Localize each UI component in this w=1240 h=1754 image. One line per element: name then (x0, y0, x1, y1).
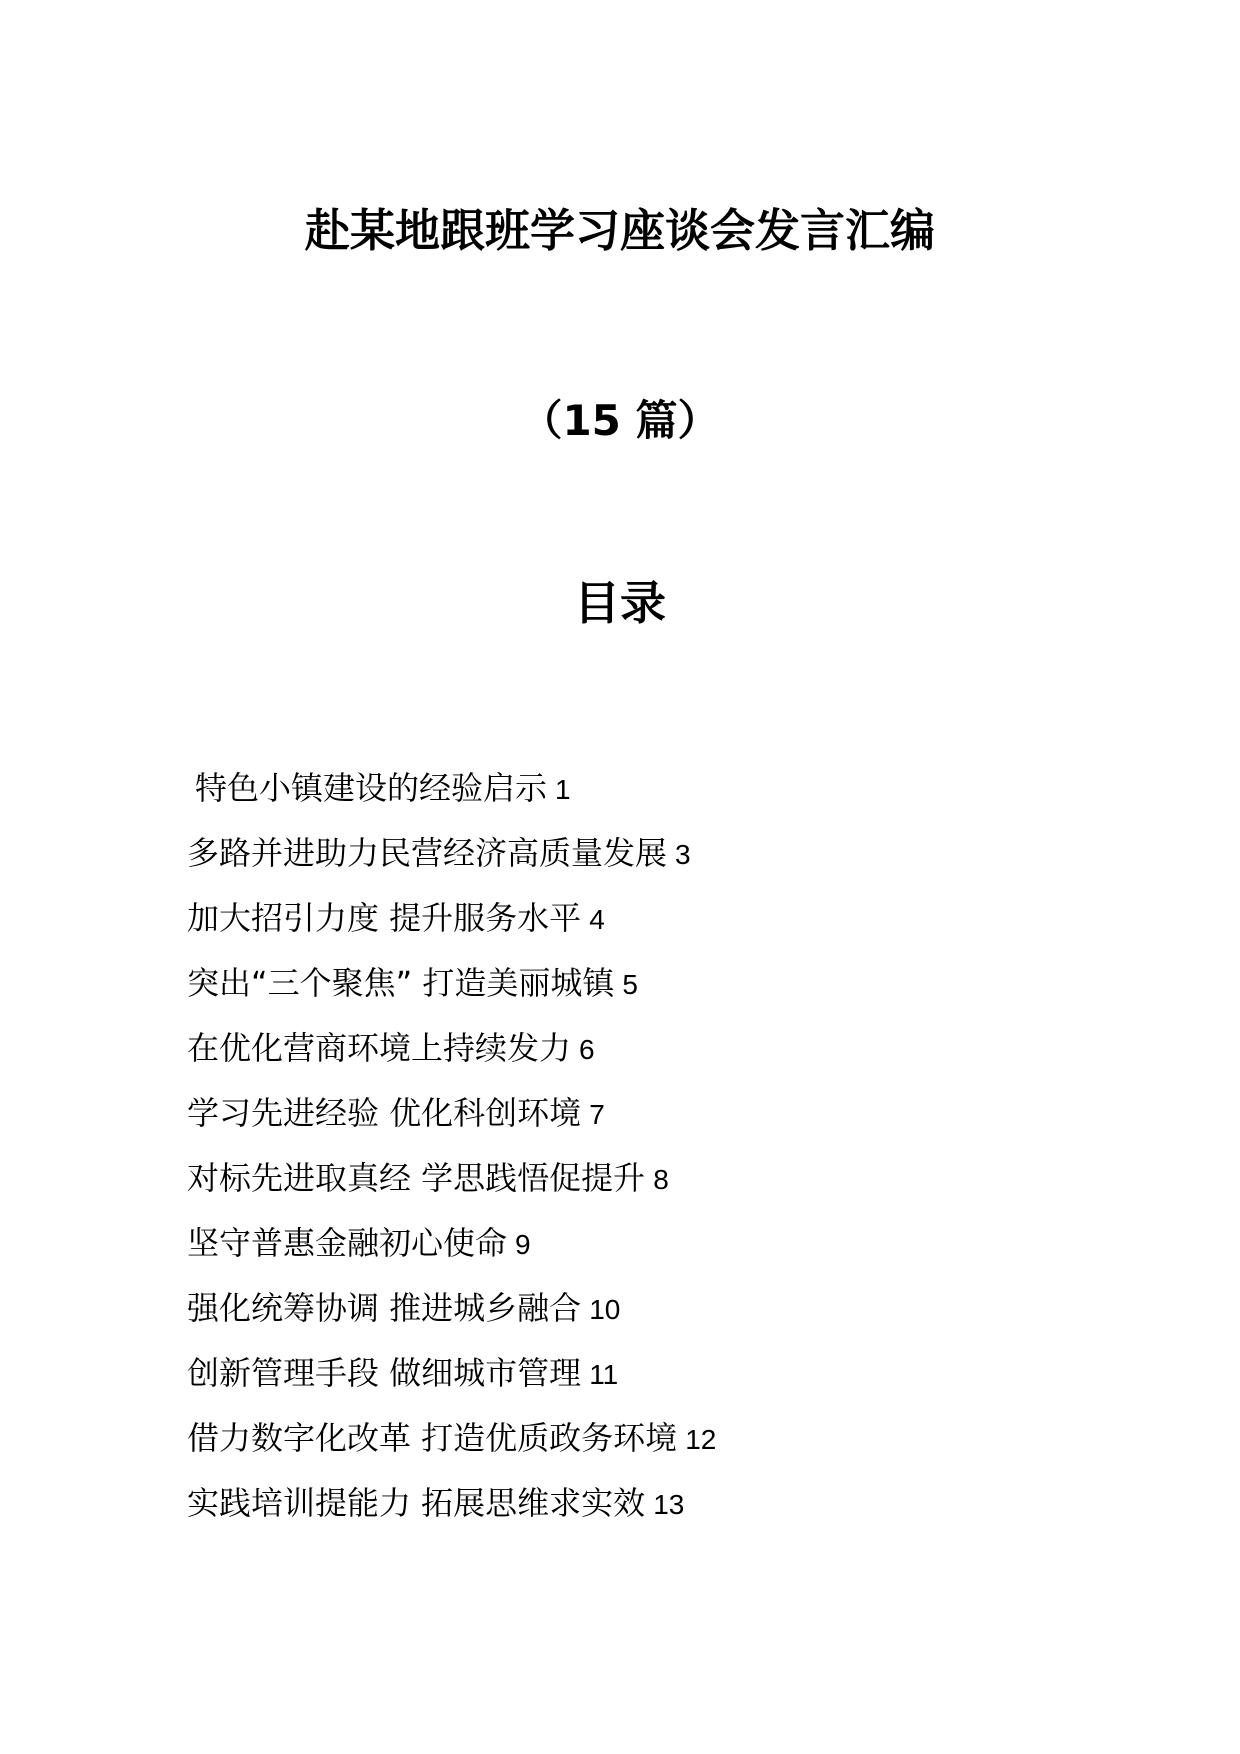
toc-item-label: 特色小镇建设的经验启示 (195, 769, 548, 807)
toc-item[interactable] (187, 1146, 1087, 1211)
toc-item-label: 对标先进取真经 学思践悟促提升 (187, 1159, 646, 1197)
document-title: 赴某地跟班学习座谈会发言汇编 (304, 204, 935, 257)
toc-item-label: 实践培训提能力 拓展思维求实效 (187, 1484, 646, 1522)
toc-page-number: 1 (555, 774, 571, 805)
toc-item[interactable] (187, 1016, 1087, 1081)
toc-item-label: 多路并进助力民营经济高质量发展 (187, 834, 668, 872)
toc-item-label: 加大招引力度 提升服务水平 (187, 899, 582, 937)
toc-page-number: 6 (579, 1034, 595, 1065)
toc-item-label: 坚守普惠金融初心使命 (187, 1224, 508, 1262)
toc-item[interactable] (187, 1276, 1087, 1341)
toc-item[interactable] (187, 886, 1087, 951)
toc-item-label: 创新管理手段 做细城市管理 (187, 1354, 582, 1392)
toc-item[interactable] (187, 821, 1087, 886)
document-subtitle: （15 篇） (520, 396, 720, 445)
toc-page-number: 11 (589, 1359, 619, 1390)
toc-page-number: 9 (515, 1229, 531, 1260)
toc-item[interactable] (187, 756, 1087, 821)
toc-page-number: 7 (589, 1099, 605, 1130)
toc-item[interactable] (187, 1081, 1087, 1146)
toc-page-number: 5 (622, 969, 638, 1000)
toc-page-number: 4 (589, 904, 605, 935)
toc-item[interactable] (187, 1406, 1087, 1471)
toc-heading: 目录 (574, 576, 666, 630)
toc-item-label: 在优化营商环境上持续发力 (187, 1029, 572, 1067)
toc-page-number: 3 (675, 839, 691, 870)
toc-item-label: 借力数字化改革 打造优质政务环境 (187, 1419, 678, 1457)
table-of-contents (187, 756, 1087, 1536)
toc-page-number: 12 (685, 1424, 717, 1455)
toc-page-number: 13 (653, 1489, 685, 1520)
toc-item[interactable] (187, 1341, 1087, 1406)
toc-item-label: 突出“三个聚焦” 打造美丽城镇 (187, 964, 615, 1002)
toc-item[interactable] (187, 951, 1087, 1016)
toc-item-label: 强化统筹协调 推进城乡融合 (187, 1289, 582, 1327)
toc-item[interactable] (187, 1211, 1087, 1276)
toc-item[interactable] (187, 1471, 1087, 1536)
toc-page-number: 8 (653, 1164, 669, 1195)
toc-page-number: 10 (589, 1294, 621, 1325)
toc-item-label: 学习先进经验 优化科创环境 (187, 1094, 582, 1132)
